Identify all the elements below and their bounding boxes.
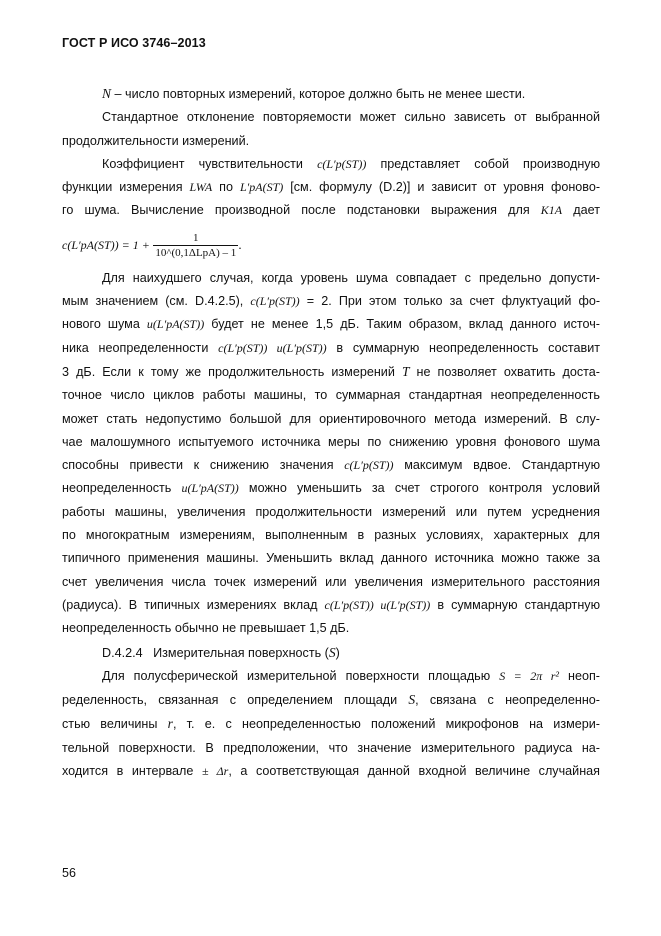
text: 3 дБ. Если к тому же продолжительность измерений	[62, 364, 395, 379]
text: – число повторных измерений, которое должно быть не менее шести.	[111, 87, 526, 101]
paragraph-surface-line4	[62, 737, 600, 760]
formula-k1a: K1A	[540, 203, 563, 218]
text: будет не менее 1,5 дБ. Таким образом, вклад данного источ-	[211, 317, 600, 332]
document-header: ГОСТ Р ИСО 3746–2013	[62, 36, 206, 50]
text: мым значением (см. D.4.2.5),	[62, 294, 244, 309]
text: работы машины, увеличения продолжительности измерений или путем усреднения	[62, 504, 600, 519]
text: дает	[573, 203, 600, 218]
text: может стать недопустимо большой для ориентировочного метода измерений. В слу-	[62, 411, 600, 426]
text: Стандартное отклонение повторяемости может сильно зависеть от выбранной	[102, 110, 600, 125]
paragraph-worst-case-line9	[62, 454, 600, 477]
text: Коэффициент чувствительности	[102, 156, 303, 171]
text: неопределенность	[62, 481, 172, 496]
text: ходится в интервале	[62, 764, 194, 779]
text: продолжительности измерений.	[62, 133, 250, 148]
text: го шума. Вычисление производной после подстановки выражения для	[62, 203, 530, 218]
paragraph-worst-case-line4	[62, 337, 600, 360]
paragraph-worst-case-line10	[62, 477, 600, 500]
formula-c-lp-st: c(L′p(ST))	[344, 458, 394, 473]
formula-fraction	[153, 231, 238, 260]
text: не позволяет охватить доста-	[416, 364, 600, 379]
paragraph-surface-line2	[62, 688, 600, 712]
text: представляет собой производную	[380, 156, 601, 171]
page-body	[62, 82, 600, 783]
section-title: Измерительная поверхность (	[153, 645, 329, 660]
symbol-t: T	[401, 363, 410, 379]
text: стью величины	[62, 717, 158, 732]
text: (радиуса). В типичных измерениях вклад	[62, 597, 318, 612]
symbol-n: N	[102, 86, 112, 101]
formula-c-lp-st: c(L′p(ST))	[317, 156, 367, 171]
text: ределенность, связанная с определением площади	[62, 693, 398, 708]
text: нового шума	[62, 317, 140, 332]
section-number: D.4.2.4	[102, 645, 143, 660]
formula-lhs: c(L′pA(ST)) = 1 +	[62, 237, 150, 252]
formula-c-lp-st: c(L′p(ST))	[250, 294, 300, 309]
formula-area: S = 2π r²	[499, 668, 560, 683]
paragraph-worst-case-line3	[62, 313, 600, 336]
paragraph-worst-case-line13	[62, 547, 600, 570]
paragraph-repeatability-line2	[62, 130, 600, 153]
section-heading-d424	[62, 641, 600, 665]
fraction-denominator: 10^(0,1ΔLpA) – 1	[155, 246, 237, 259]
formula-lpa-st: L′pA(ST)	[239, 180, 284, 195]
text: в суммарную неопределенность составит	[336, 340, 601, 355]
text: максимум вдвое. Стандартную	[404, 458, 601, 473]
text: тельной поверхности. В предположении, что значение измерительного радиуса на-	[62, 740, 600, 755]
text: можно уменьшить за счет строгого контроля условий	[248, 481, 600, 496]
text: в суммарную стандартную	[437, 597, 601, 612]
paragraph-worst-case-line15	[62, 594, 600, 617]
text: = 2. При этом только за счет флуктуаций фо-	[306, 294, 601, 309]
symbol-s: S	[408, 692, 416, 708]
paragraph-surface-line3	[62, 712, 600, 736]
paragraph-worst-case-line2	[62, 290, 600, 313]
text: Для полусферической измерительной поверхности площадью	[102, 668, 491, 683]
paragraph-worst-case-line1	[62, 267, 600, 290]
fraction-numerator: 1	[153, 231, 238, 246]
paragraph-worst-case-line14	[62, 571, 600, 594]
text: , а соответствующая данной входной величине случайная	[228, 764, 600, 779]
page-number: 56	[62, 866, 76, 880]
text: точное число циклов работы машины, то суммарная стандартная неопределенность	[62, 388, 600, 403]
text: счет увеличения числа точек измерений или увеличения измерительного расстояния	[62, 574, 600, 589]
paragraph-worst-case-line6	[62, 384, 600, 407]
text: ника неопределенности	[62, 340, 209, 355]
text: способны привести к снижению значения	[62, 458, 334, 473]
paragraph-repeatability-line1	[62, 106, 600, 129]
text: типичного применения машины. Уменьшить вклад данного источника можно также за	[62, 551, 600, 566]
text: по	[219, 180, 233, 195]
paragraph-sensitivity-line1	[62, 153, 600, 176]
formula-end: .	[238, 237, 242, 252]
paragraph-sensitivity-line3	[62, 199, 600, 222]
paragraph-sensitivity-line2	[62, 176, 600, 199]
text: неопределенность обычно не превышает 1,5 дБ.	[62, 621, 350, 636]
text: , связана с неопределенно-	[415, 693, 600, 708]
text: Для наихудшего случая, когда уровень шума совпадает с предельно допусти-	[102, 270, 600, 285]
symbol-r: r	[167, 716, 173, 732]
text: [см. формулу (D.2)] и зависит от уровня фоново-	[290, 180, 601, 195]
text: , т. е. с неопределенностью положений микрофонов на измери-	[172, 717, 600, 732]
paragraph-worst-case-line16	[62, 617, 600, 640]
symbol-s: S	[328, 644, 336, 660]
formula-u-lpa-st: u(L′pA(ST))	[146, 317, 205, 332]
paragraph-worst-case-line8	[62, 431, 600, 454]
formula-delta-r: ± Δr	[201, 764, 229, 779]
paragraph-worst-case-line7	[62, 408, 600, 431]
paragraph-worst-case-line5	[62, 360, 600, 384]
text: )	[335, 645, 340, 660]
formula-lwa: LWA	[189, 180, 213, 195]
formula-u-lpa-st: u(L′pA(ST))	[181, 481, 239, 496]
paragraph-n-definition	[62, 82, 600, 106]
formula-c-u-product: c(L′p(ST)) u(L′p(ST))	[324, 597, 431, 612]
paragraph-worst-case-line11	[62, 501, 600, 524]
formula-c-u-product: c(L′p(ST)) u(L′p(ST))	[218, 340, 327, 355]
text: функции измерения	[62, 180, 183, 195]
text: по многократным измерениям, выполненным в разных условиях, характерных для	[62, 528, 600, 543]
text: неоп-	[568, 668, 600, 683]
paragraph-worst-case-line12	[62, 524, 600, 547]
text: чае малошумного испытуемого источника меры по снижению уровня фонового шума	[62, 434, 600, 449]
paragraph-surface-line5	[62, 760, 600, 783]
formula-derivative	[62, 223, 600, 267]
paragraph-surface-line1	[62, 665, 600, 688]
